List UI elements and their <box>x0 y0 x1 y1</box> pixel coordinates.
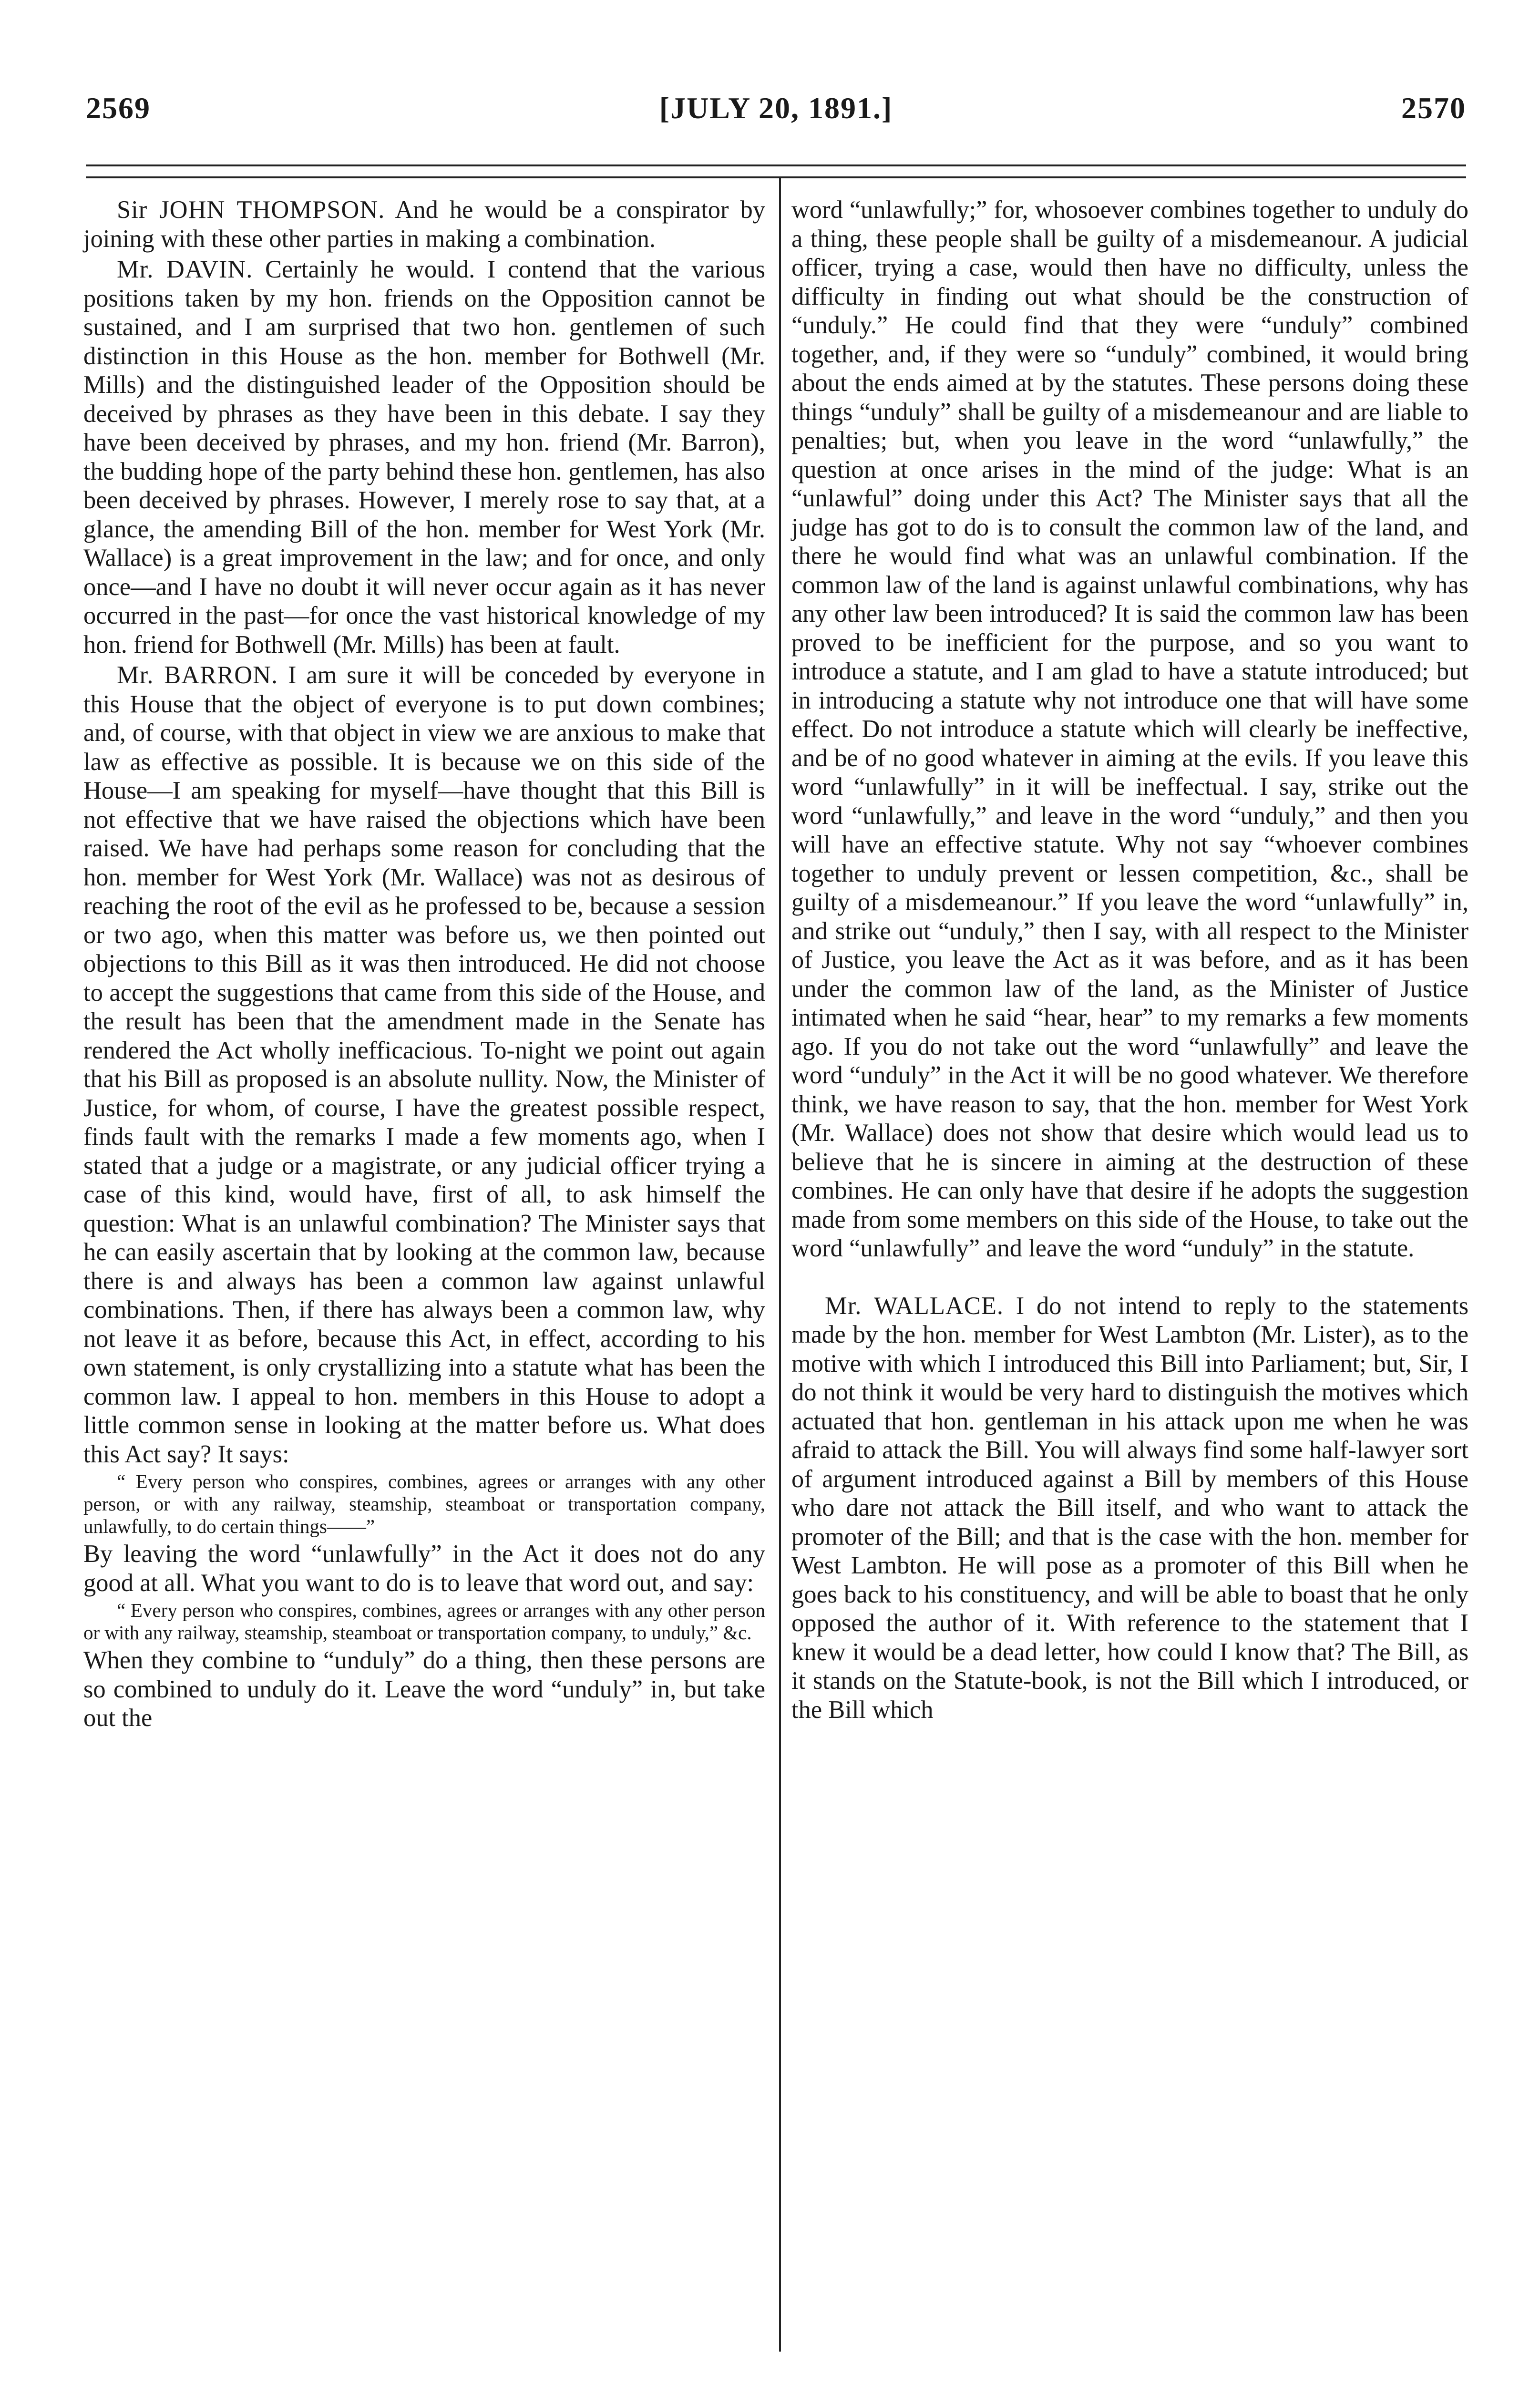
page-number-left: 2569 <box>86 91 151 125</box>
left-column <box>83 195 765 1735</box>
speech-text: Certainly he would. I contend that the various positions taken by my hon. friends on the Opposition cannot be sustained, and I am surprised that two hon. gentlemen of such distinction in this House as the hon. member for Bothwell (Mr. Mills) and the distinguished leader of the Opposition should be deceived by phrases as they have been in this debate. I say they have been deceived by phrases, and my hon. friend (Mr. Barron), the budding hope of the party behind these hon. gentlemen, has also been deceived by phrases. However, I merely rose to say that, at a glance, the amending Bill of the hon. member for West York (Mr. Wallace) is a great improvement in the law; and for once, and only once—and I have no doubt it will never occur again as it has never occurred in the past—for once the vast historical knowledge of my hon. friend for Bothwell (Mr. Mills) has been at fault. <box>83 256 766 658</box>
page-date: [JULY 20, 1891.] <box>659 91 893 125</box>
speech-text: I am sure it will be conceded by everyone in this House that the object of everyone is to put down combines; and, of course, with that object in view we are anxious to make that law as effective as possible. It is because we on this side of the House—I am speaking for myself—have thought that this Bill is not effective that we have raised the objections which have been raised. We have had perhaps some reason for concluding that the hon. member for West York (Mr. Wallace) was not as desirous of reaching the root of the evil as he professed to be, because a session or two ago, when this matter was before us, we then pointed out objections to this Bill as it was then introduced. He did not choose to accept the suggestions that came from this side of the House, and the result has been that the amendment made in the Senate has rendered the Act wholly inefficacious. To-night we point out again that his Bill as proposed is an absolute nullity. Now, the Minister of Justice, for whom, of course, I have the greatest possible respect, finds fault with the remarks I made a few moments ago, when I stated that a judge or a magistrate, or any judicial officer trying a case of this kind, would have, first of all, to ask himself the question: What is an unlawful combination? The Minister says that he can easily ascertain that by looking at the common law, because there is and always has been a common law against unlawful combinations. Then, if there has always been a common law, why not leave it as before, because this Act, in effect, according to his own statement, is only crystallizing into a statute what has been the common law. I appeal to hon. members in this House to adopt a little common sense in looking at the matter before us. What does this Act say? It says: <box>83 661 765 1468</box>
block-quote: “ Every person who conspires, combines, agrees or arranges with any other person or with any railway, steamship, steamboat or transportation company, to unduly,” &c. <box>83 1599 765 1644</box>
header-rule-top <box>86 164 1466 166</box>
speaker-name: Sir JOHN THOMPSON. <box>117 196 385 224</box>
column-divider <box>779 177 781 2352</box>
speech-paragraph <box>83 661 765 1469</box>
page-header <box>86 81 1466 134</box>
speech-text: I do not intend to reply to the statements made by the hon. member for West Lambton (Mr. Lister), as to the motive with which I introduced this Bill into Parliament; but, Sir, I do not think it would be very hard to distinguish the motives which actuated that hon. gentleman in his attack upon me when he was afraid to attack the Bill. You will always find some half-lawyer sort of argument introduced against a Bill by members of this House who dare not attack the Bill itself, and who want to attack the promoter of the Bill; and that is the case with the hon. member for West Lambton. He will pose as a promoter of this Bill when he goes back to his constituency, and will be able to boast that he only opposed the author of it. With reference to the statement that I knew it would be a dead letter, how could I know that? The Bill, as it stands on the Statute-book, is not the Bill which I introduced, or the Bill which <box>791 1292 1469 1724</box>
speech-text: And he would be a conspirator by joining with these other parties in making a combination. <box>83 196 765 253</box>
speech-continuation: word “unlawfully;” for, whosoever combines together to unduly do a thing, these people shall be guilty of a misdemeanour. A judicial officer, trying a case, would then have no difficulty, unless the difficulty in finding out what should be the construction of “unduly.” He could find that they were “unduly” combined together, and, if they were so “unduly” combined, it would bring about the ends aimed at by the statutes. These persons doing these things “unduly” shall be guilty of a misdemeanour and are liable to penalties; but, when you leave in the word “unlawfully,” the question at once arises in the mind of the judge: What is an “unlawful” doing under this Act? The Minister says that all the judge has got to do is to consult the common law of the land, and there he would find what was an unlawful combination. If the common law of the land is against unlawful combinations, why has any other law been introduced? It is said the common law has been proved to be inefficient for the purpose, and so you want to introduce a statute, and I am glad to have a statute introduced; but in introducing a statute why not introduce one that will have some effect. Do not introduce a statute which will clearly be ineffective, and be of no good whatever in aiming at the evils. If you leave this word “unlawfully” in it will be ineffectual. I say, strike out the word “unlawfully,” and leave in the word “unduly,” and then you will have an effective statute. Why not say “whoever combines together to unduly prevent or lessen competition, &c., shall be guilty of a misdemeanour.” If you leave the word “unlawfully” in, and strike out “unduly,” then I say, with all respect to the Minister of Justice, you leave the Act as it was before, and as it has been under the common law of the land, as the Minister of Justice intimated when he said “hear, hear” to my remarks a few moments ago. If you do not take out the word “unlawfully” and leave the word “unduly” in the Act it will be no good whatever. We therefore think, we have reason to say, that the hon. member for West York (Mr. Wallace) does not show that desire which would lead us to believe that he is sincere in aiming at the destruction of these combines. He can only have that desire if he adopts the suggestion made from some members on this side of the House, to take out the word “unlawfully” and leave the word “unduly” in the statute. <box>791 196 1468 1262</box>
block-quote: “ Every person who conspires, combines, agrees or arranges with any other person, or with any railway, steamship, steamboat or transportation company, unlawfully, to do certain things——” <box>83 1470 765 1537</box>
page-number-right: 2570 <box>1401 91 1466 125</box>
right-column <box>791 195 1468 1726</box>
speech-continuation: By leaving the word “unlawfully” in the Act it does not do any good at all. What you want to do is to leave that word out, and say: <box>83 1540 765 1597</box>
speech-paragraph <box>83 195 765 253</box>
speaker-name: Mr. DAVIN. <box>117 256 253 283</box>
speaker-name: Mr. WALLACE. <box>825 1292 1004 1320</box>
header-rule-bottom <box>86 176 1466 178</box>
speech-paragraph <box>83 255 765 659</box>
speech-paragraph <box>791 1292 1468 1725</box>
speech-continuation: When they combine to “unduly” do a thing, then these persons are so combined to unduly do it. Leave the word “unduly” in, but take out the <box>83 1646 765 1732</box>
speaker-name: Mr. BARRON. <box>117 661 278 689</box>
